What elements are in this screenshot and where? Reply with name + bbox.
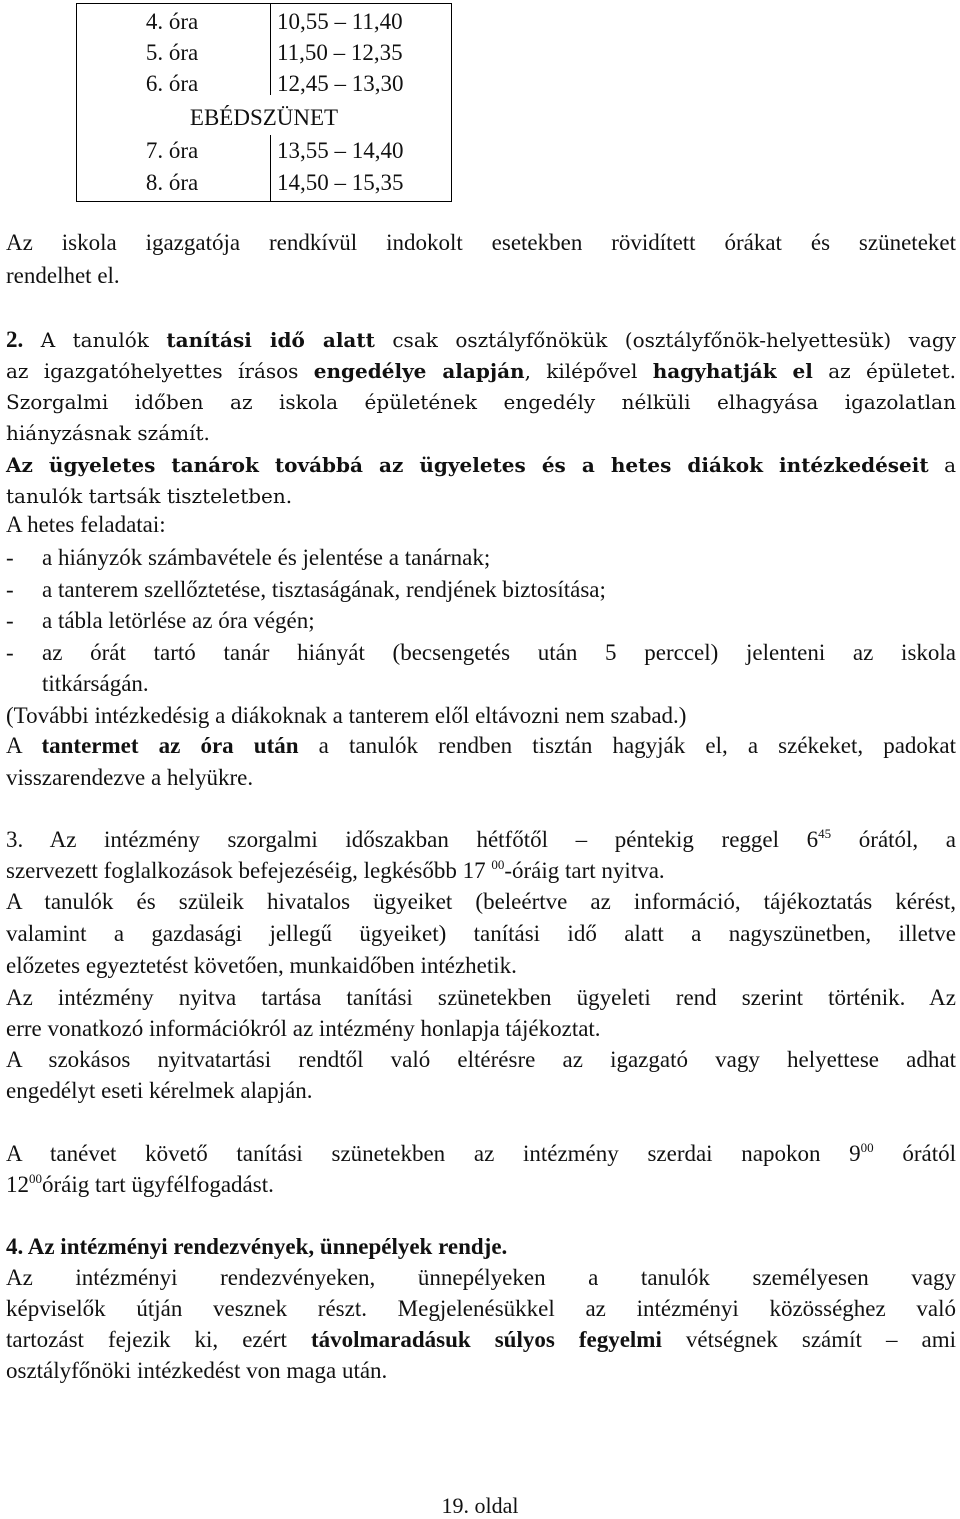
paragraph-line [6, 359, 956, 383]
list-bullet: - [6, 577, 14, 602]
text-run: csak osztályfőnökük (osztályfőnök-helyettesük) vagy [374, 328, 957, 352]
bold-text: tantermet az óra után [41, 733, 299, 758]
bold-text: tanítási idő alatt [166, 328, 375, 352]
list-item-text: titkárságán. [42, 671, 149, 696]
superscript: 00 [860, 1140, 874, 1155]
text-run: órától, a [831, 827, 957, 852]
period-time: 13,55 – 14,40 [277, 138, 404, 163]
paragraph-line: Az iskola igazgatója rendkívül indokolt esetekben rövidített órákat és szüneteket [6, 230, 956, 255]
paragraph-line: hiányzásnak számít. [6, 421, 210, 445]
table-row [77, 6, 451, 37]
bold-text: engedélye alapján [313, 359, 525, 383]
period-label: 6. óra [145, 71, 199, 96]
paragraph-line: rendelhet el. [6, 263, 120, 288]
paragraph-line: erre vonatkozó információkról az intézmény honlapja tájékoztat. [6, 1016, 601, 1041]
paragraph-line: képviselők útján vesznek részt. Megjelenésükkel az intézményi közösséghez való [6, 1296, 956, 1321]
paragraph-line: visszarendezve a helyükre. [6, 765, 254, 790]
text-run: vétségnek számít – ami [661, 1327, 956, 1352]
table-row [77, 135, 451, 166]
text-run: az épületet. [812, 359, 957, 383]
text-run: A tanévet követő tanítási szünetekben az intézmény szerdai napokon 9 [6, 1141, 861, 1166]
list-bullet: - [6, 640, 14, 665]
paragraph-line [6, 327, 956, 353]
text-run: a [928, 453, 956, 477]
period-label: 7. óra [145, 138, 199, 163]
paragraph-line: Az intézmény nyitva tartása tanítási szünetekben ügyeleti rend szerint történik. Az [6, 985, 956, 1010]
list-item-text: az órát tartó tanár hiányát (becsengetés után 5 perccel) jelenteni az iskola [42, 640, 956, 665]
text-run: szervezett foglalkozások befejezéséig, legkésőbb 17 [6, 858, 492, 883]
duties-title: A hetes feladatai: [6, 512, 166, 537]
period-label: 4. óra [145, 9, 199, 34]
paragraph-line: (További intézkedésig a diákoknak a tanterem elől eltávozni nem szabad.) [6, 703, 687, 728]
text-run: a tanulók rendben tisztán hagyják el, a székeket, padokat [298, 733, 957, 758]
superscript: 00 [491, 857, 505, 872]
period-time: 10,55 – 11,40 [277, 9, 403, 34]
paragraph-line: Az intézményi rendezvényeken, ünnepélyeken a tanulók személyesen vagy [6, 1265, 956, 1290]
text-run: 3. Az intézmény szorgalmi időszakban hétfőtől – péntekig reggel 6 [6, 827, 819, 852]
superscript: 00 [29, 1171, 42, 1186]
text-run: 12 [6, 1172, 29, 1197]
paragraph-line: engedélyt eseti kérelmek alapján. [6, 1078, 313, 1103]
table-row [77, 102, 451, 133]
section-number: 2. [6, 327, 24, 352]
superscript: 45 [818, 826, 832, 841]
list-item [6, 608, 956, 638]
text-run: órától [873, 1141, 956, 1166]
list-item-text: a tábla letörlése az óra végén; [42, 608, 315, 633]
heading-text: 4. Az intézményi rendezvények, ünnepélyek rendje. [6, 1234, 508, 1259]
period-time: 11,50 – 12,35 [277, 40, 403, 65]
period-label: 5. óra [145, 40, 199, 65]
paragraph-line [6, 1327, 956, 1353]
period-label: 8. óra [145, 170, 199, 195]
paragraph-line: A tanulók és szüleik hivatalos ügyeiket (beleértve az információ, tájékoztatás kérést, [6, 889, 956, 914]
paragraph-line: osztályfőnöki intézkedést von maga után. [6, 1358, 388, 1383]
list-item [6, 545, 956, 575]
list-item [6, 640, 956, 670]
text-run: A [6, 733, 42, 758]
text-run: A tanulók [23, 328, 167, 352]
bold-text: Az ügyeletes tanárok továbbá az ügyeletes és a hetes diákok intézkedéseit [6, 453, 929, 477]
paragraph-line [6, 453, 956, 477]
paragraph-line: tanulók tartsák tiszteletben. [6, 484, 293, 508]
table-row [77, 37, 451, 68]
list-item-text: a hiányzók számbavétele és jelentése a tanárnak; [42, 545, 491, 570]
list-bullet: - [6, 545, 14, 570]
list-bullet: - [6, 608, 14, 633]
bold-text: hagyhatják el [652, 359, 813, 383]
paragraph-line: Szorgalmi időben az iskola épületének engedély nélküli elhagyása igazolatlan [6, 390, 956, 414]
text-run: az igazgatóhelyettes írásos [6, 359, 314, 383]
paragraph-line [6, 827, 956, 853]
paragraph-line [6, 858, 956, 884]
table-row [77, 167, 451, 198]
list-item [6, 577, 956, 607]
period-time: 12,45 – 13,30 [277, 71, 404, 96]
text-run: óráig tart ügyfélfogadást. [42, 1172, 274, 1197]
paragraph-line [6, 733, 956, 759]
bold-text: távolmaradásuk súlyos fegyelmi [310, 1327, 662, 1352]
paragraph-line: A szokásos nyitvatartási rendtől való eltérésre az igazgató vagy helyettese adhat [6, 1047, 956, 1072]
timetable [76, 3, 452, 202]
text-run: , kilépővel [524, 359, 653, 383]
text-run: tartozást fejezik ki, ezért [6, 1327, 311, 1352]
paragraph-line: valamint a gazdasági jellegű ügyeiket) tanítási idő alatt a nagyszünetben, illetve [6, 921, 956, 946]
paragraph-line [6, 1172, 956, 1198]
section-heading [6, 1234, 956, 1260]
period-time: 14,50 – 15,35 [277, 170, 404, 195]
page-number: 19. oldal [441, 1493, 519, 1518]
list-item-text: a tanterem szellőztetése, tisztaságának, rendjének biztosítása; [42, 577, 606, 602]
table-row [77, 68, 451, 99]
paragraph-line: előzetes egyeztetést követően, munkaidőben intézhetik. [6, 953, 517, 978]
lunch-break-label: EBÉDSZÜNET [189, 105, 339, 130]
paragraph-line [6, 1141, 956, 1167]
list-item-continuation [6, 671, 956, 701]
text-run: -óráig tart nyitva. [504, 858, 665, 883]
